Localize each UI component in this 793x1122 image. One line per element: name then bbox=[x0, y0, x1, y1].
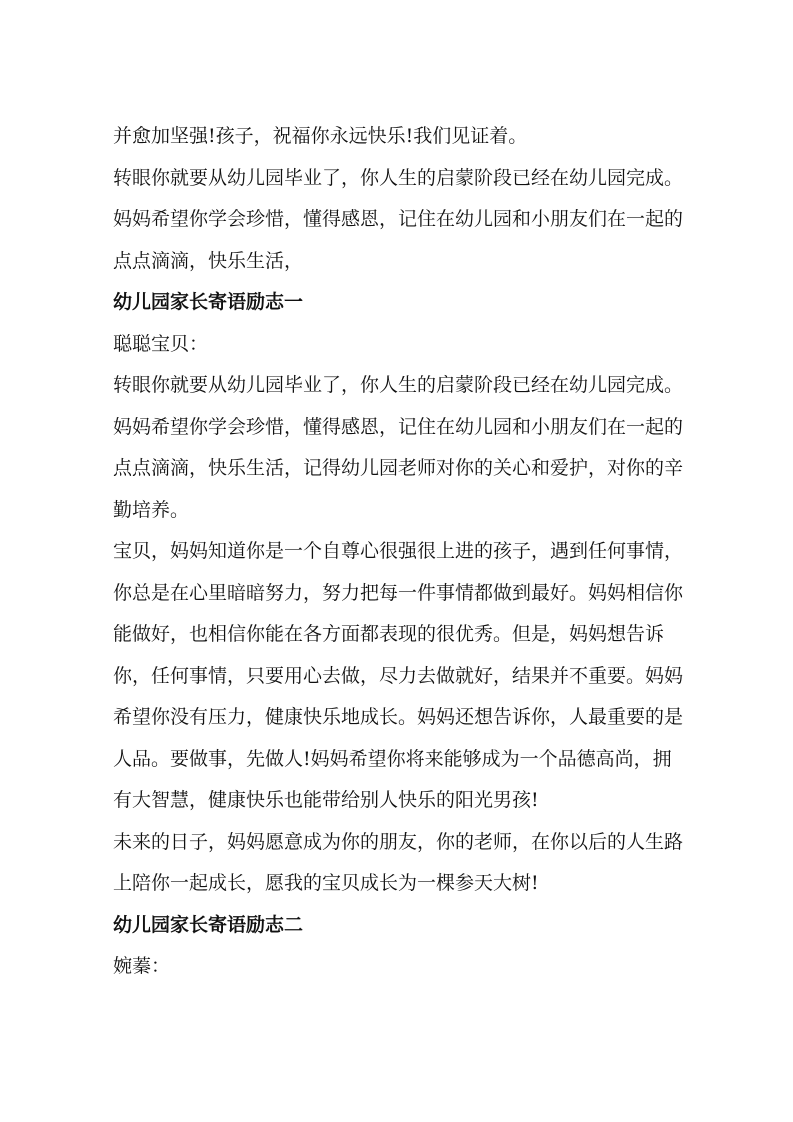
paragraph: 转眼你就要从幼儿园毕业了，你人生的启蒙阶段已经在幼儿园完成。妈妈希望你学会珍惜，懂得感恩，记住在幼儿园和小朋友们在一起的点点滴滴，快乐生活，记得幼儿园老师对你的关心和爱护，对你的辛勤培养。 bbox=[113, 374, 684, 521]
salutation: 聪聪宝贝： bbox=[113, 332, 209, 355]
salutation: 婉蓁： bbox=[113, 955, 171, 977]
paragraph: 并愈加坚强!孩子，祝福你永远快乐!我们见证着。 bbox=[113, 125, 528, 147]
paragraph: 未来的日子，妈妈愿意成为你的朋友，你的老师，在你以后的人生路上陪你一起成长，愿我的宝贝成长为一棵参天大树! bbox=[113, 830, 684, 894]
paragraph: 转眼你就要从幼儿园毕业了，你人生的启蒙阶段已经在幼儿园完成。妈妈希望你学会珍惜，懂得感恩，记住在幼儿园和小朋友们在一起的点点滴滴，快乐生活， bbox=[113, 166, 684, 272]
document-body bbox=[113, 116, 683, 988]
section-heading: 幼儿园家长寄语励志二 bbox=[113, 913, 304, 936]
paragraph: 宝贝，妈妈知道你是一个自尊心很强很上进的孩子，遇到任何事情，你总是在心里暗暗努力，努力把每一件事情都做到最好。妈妈相信你能做好，也相信你能在各方面都表现的很优秀。但是，妈妈想告诉你，任何事情，只要用心去做，尽力去做就好，结果并不重要。妈妈希望你没有压力，健康快乐地成长。妈妈还想告诉你，人最重要的是人品。要做事，先做人!妈妈希望你将来能够成为一个品德高尚，拥有大智慧，健康快乐也能带给别人快乐的阳光男孩! bbox=[113, 540, 684, 811]
section-heading: 幼儿园家长寄语励志一 bbox=[113, 291, 304, 313]
